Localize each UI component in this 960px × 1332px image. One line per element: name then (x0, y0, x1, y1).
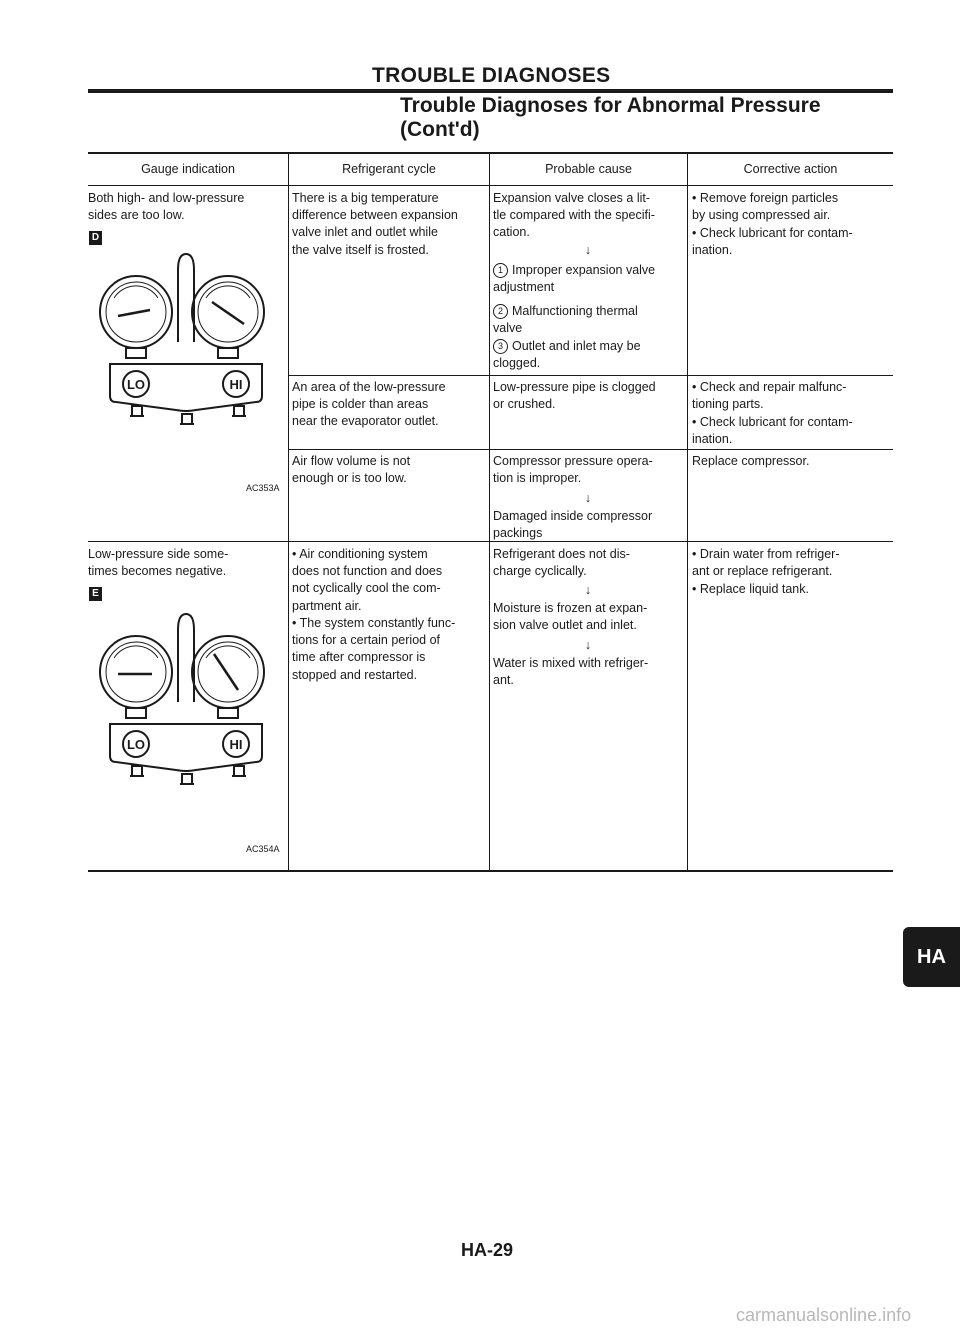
action-item: • Replace liquid tank. (692, 581, 809, 598)
lo-label: LO (126, 737, 146, 752)
page-header-title: TROUBLE DIAGNOSES (372, 64, 611, 87)
refrigerant-cycle-item: • The system constantly func- tions for a certain period of time after compressor is stopped and restarted. (292, 615, 455, 684)
lo-label: LO (126, 377, 146, 392)
gauge-indication-text: Both high- and low-pressure sides are too low. (88, 191, 245, 223)
header-refrigerant-cycle: Refrigerant cycle (342, 162, 436, 176)
action-item: • Check lubricant for contam- ination. (692, 414, 853, 448)
probable-cause-text: Low-pressure pipe is clogged or crushed. (493, 380, 656, 412)
probable-cause-text: Water is mixed with refriger- ant. (493, 656, 649, 688)
probable-cause-text: Moisture is frozen at expan- sion valve outlet and inlet. (493, 601, 648, 633)
table-bottom-rule (88, 870, 893, 872)
page-number: HA-29 (461, 1240, 514, 1260)
arrow-down: ↓ (584, 491, 592, 505)
probable-cause-text: Refrigerant does not dis- charge cyclically. (493, 547, 630, 579)
subrow-separator (288, 375, 893, 376)
table-top-rule (88, 152, 893, 154)
probable-cause-text: Compressor pressure opera- tion is improper. (493, 454, 653, 486)
subrow-separator (288, 449, 893, 450)
badge-e: E (89, 584, 102, 601)
manifold-gauge-illustration (96, 610, 276, 830)
page-section-title: Trouble Diagnoses for Abnormal Pressure (Cont'd) (400, 94, 821, 141)
action-item: • Check and repair malfunc- tioning parts. (692, 379, 846, 413)
refrigerant-cycle-text: Air flow volume is not enough or is too low. (292, 454, 411, 486)
cause-item-2: 2 Malfunctioning thermal valve (493, 304, 638, 336)
figure-code: AC354A (246, 844, 280, 854)
column-divider (687, 152, 688, 872)
probable-cause-text: Damaged inside compressor packings (493, 509, 653, 541)
arrow-down: ↓ (584, 638, 592, 652)
action-item: • Remove foreign particles by using compressed air. (692, 190, 838, 224)
refrigerant-cycle-text: There is a big temperature difference between expansion valve inlet and outlet while the valve itself is frosted. (292, 191, 458, 257)
header-corrective-action: Corrective action (743, 162, 838, 176)
action-text: Replace compressor. (692, 454, 810, 468)
arrow-down: ↓ (584, 243, 592, 257)
manifold-gauge-illustration (96, 250, 276, 470)
header-probable-cause: Probable cause (545, 162, 632, 176)
figure-code: AC353A (246, 483, 280, 493)
column-divider (288, 152, 289, 872)
section-tab-ha[interactable]: HA (903, 927, 960, 987)
refrigerant-cycle-text: An area of the low-pressure pipe is colder than areas near the evaporator outlet. (292, 380, 446, 429)
cause-item-3: 3 Outlet and inlet may be clogged. (493, 339, 641, 371)
action-item: • Check lubricant for contam- ination. (692, 225, 853, 259)
refrigerant-cycle-item: • Air conditioning system does not function and does not cyclically cool the com- partment air. (292, 546, 442, 615)
probable-cause-text: Expansion valve closes a lit- tle compared with the specifi- cation. (493, 191, 655, 240)
watermark: carmanualsonline.info (736, 1305, 912, 1325)
header-bottom-rule (88, 185, 893, 186)
header-rule (88, 89, 893, 93)
hi-label: HI (229, 737, 243, 752)
column-divider (489, 152, 490, 872)
badge-d: D (89, 228, 102, 245)
row-separator (88, 541, 893, 542)
action-item: • Drain water from refriger- ant or replace refrigerant. (692, 546, 840, 580)
hi-label: HI (229, 377, 243, 392)
cause-item-1: 1 Improper expansion valve adjustment (493, 263, 656, 295)
arrow-down: ↓ (584, 583, 592, 597)
header-gauge-indication: Gauge indication (141, 162, 235, 176)
gauge-indication-text: Low-pressure side some- times becomes negative. (88, 547, 229, 579)
